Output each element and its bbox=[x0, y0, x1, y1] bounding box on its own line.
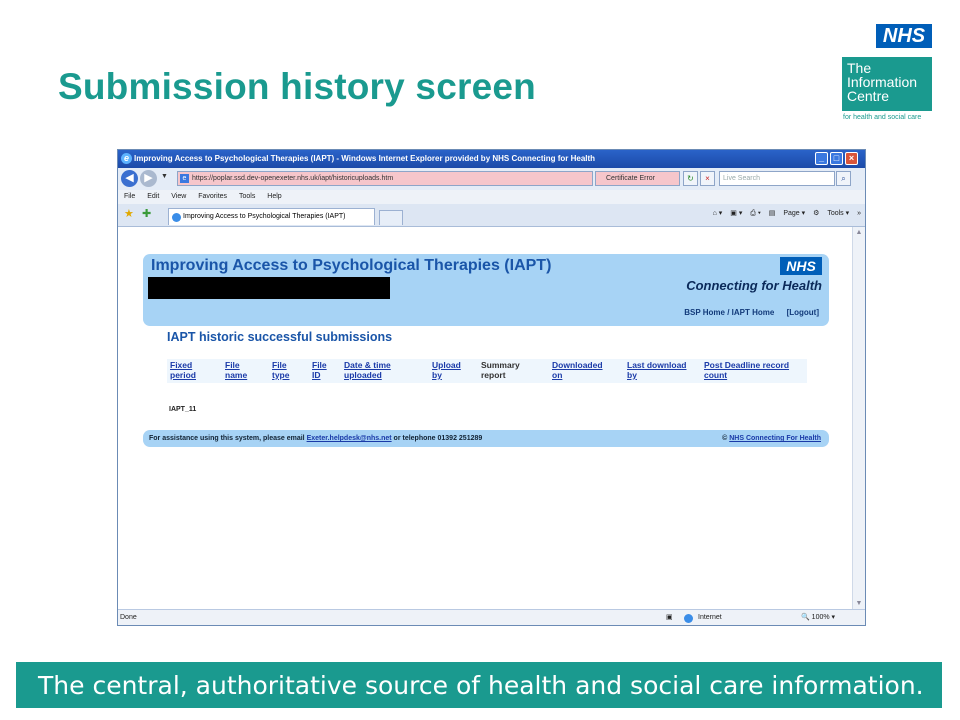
history-dropdown-icon[interactable]: ▼ bbox=[161, 173, 168, 180]
col-line: period bbox=[170, 370, 196, 380]
back-button[interactable]: ◀ bbox=[121, 170, 138, 187]
maximize-button[interactable]: □ bbox=[830, 152, 843, 165]
col-line: Downloaded bbox=[552, 360, 603, 370]
menu-favorites[interactable]: Favorites bbox=[198, 193, 228, 200]
footer-tagline: The central, authoritative source of health and social care information. bbox=[38, 671, 924, 700]
print-icon[interactable]: ⎙ ▾ bbox=[750, 210, 761, 217]
status-bar bbox=[118, 609, 865, 626]
iapt-footer bbox=[143, 430, 829, 447]
col-line: count bbox=[704, 370, 728, 380]
menu-file[interactable]: File bbox=[124, 193, 136, 200]
col-file-type[interactable] bbox=[272, 360, 289, 380]
col-line: by bbox=[432, 370, 442, 380]
col-file-id[interactable] bbox=[312, 360, 327, 380]
col-line: on bbox=[552, 370, 563, 380]
col-line: by bbox=[627, 370, 637, 380]
table-row-fixed-period: IAPT_11 bbox=[169, 406, 197, 413]
page-viewport bbox=[118, 227, 853, 609]
add-favorite-icon[interactable]: ✚ bbox=[142, 208, 152, 220]
col-upload-by[interactable] bbox=[432, 360, 461, 380]
section-title: IAPT historic successful submissions bbox=[167, 330, 393, 344]
page-menu-label: Page bbox=[783, 210, 800, 217]
col-line: type bbox=[272, 370, 290, 380]
ie-icon: e bbox=[121, 153, 132, 164]
tab-iapt[interactable] bbox=[168, 208, 375, 225]
window-titlebar bbox=[118, 150, 865, 168]
col-line: File bbox=[272, 360, 287, 370]
browser-window bbox=[117, 149, 866, 626]
col-line: File bbox=[312, 360, 327, 370]
feeds-icon[interactable]: ▣ ▾ bbox=[730, 210, 743, 217]
col-line: report bbox=[481, 370, 506, 380]
menu-view[interactable]: View bbox=[171, 193, 187, 200]
nhs-cfh-link[interactable]: NHS Connecting For Health bbox=[729, 435, 821, 442]
home-icon[interactable]: ⌂ ▾ bbox=[712, 210, 723, 217]
footer-band bbox=[16, 662, 942, 708]
col-last-download-by[interactable] bbox=[627, 360, 687, 380]
refresh-button[interactable]: ↻ bbox=[683, 171, 698, 186]
scroll-up-icon[interactable]: ▲ bbox=[855, 229, 863, 236]
connecting-for-health-brand: Connecting for Health bbox=[686, 278, 822, 293]
col-line: Fixed bbox=[170, 360, 193, 370]
header-links bbox=[674, 308, 819, 317]
tools-menu-label: Tools bbox=[827, 210, 844, 217]
window-title: Improving Access to Psychological Therapies (IAPT) - Windows Internet Explorer provided by NHS Connecting for Health bbox=[134, 154, 596, 163]
helpdesk-email-link[interactable]: Exeter.helpdesk@nhs.net bbox=[306, 435, 392, 442]
col-line: Last download bbox=[627, 360, 687, 370]
tools-menu[interactable]: ⚙ Tools ▾ bbox=[813, 210, 850, 217]
col-date-uploaded[interactable] bbox=[344, 360, 391, 380]
nhs-logo: NHS bbox=[876, 24, 932, 48]
assistance-text bbox=[149, 430, 482, 447]
col-line: Summary bbox=[481, 360, 520, 370]
tab-page-icon bbox=[172, 213, 181, 222]
ic-logo-line: The bbox=[847, 60, 872, 76]
search-icon[interactable]: ⌕ bbox=[836, 171, 851, 186]
iapt-header bbox=[143, 254, 829, 326]
chevron-icon[interactable]: » bbox=[857, 210, 861, 217]
internet-zone-icon bbox=[684, 614, 693, 623]
protected-mode-icon: ▣ bbox=[666, 614, 673, 621]
col-post-deadline-count[interactable] bbox=[704, 360, 789, 380]
tab-label: Improving Access to Psychological Therapies (IAPT) bbox=[183, 213, 346, 220]
certificate-error-button[interactable] bbox=[595, 171, 680, 186]
col-line: ID bbox=[312, 370, 321, 380]
redacted-block bbox=[148, 277, 390, 299]
col-line: Date & time bbox=[344, 360, 391, 370]
col-line: name bbox=[225, 370, 248, 380]
zoom-level: 100% bbox=[811, 614, 830, 621]
ic-logo-line: Centre bbox=[847, 88, 890, 104]
col-line: File bbox=[225, 360, 240, 370]
col-summary-report bbox=[481, 360, 520, 380]
tab-bar bbox=[118, 204, 865, 227]
page-menu[interactable]: ▤ Page ▾ bbox=[768, 210, 806, 217]
col-fixed-period[interactable] bbox=[170, 360, 196, 380]
nhs-header-logo: NHS bbox=[780, 257, 822, 275]
ic-logo-line: Information bbox=[847, 74, 918, 90]
iapt-header-title: Improving Access to Psychological Therapies (IAPT) bbox=[151, 257, 552, 274]
certificate-error-label: Certificate Error bbox=[606, 175, 656, 182]
menu-edit[interactable]: Edit bbox=[147, 193, 160, 200]
status-text: Done bbox=[120, 614, 137, 621]
minimize-button[interactable]: _ bbox=[815, 152, 828, 165]
menu-tools[interactable]: Tools bbox=[239, 193, 256, 200]
col-file-name[interactable] bbox=[225, 360, 247, 380]
slide-title: Submission history screen bbox=[58, 66, 536, 107]
search-placeholder: Live Search bbox=[723, 175, 760, 182]
home-link[interactable]: BSP Home / IAPT Home bbox=[684, 308, 775, 317]
address-bar bbox=[118, 168, 865, 191]
forward-button[interactable]: ▶ bbox=[140, 170, 157, 187]
url-text: https://poplar.ssd.dev-openexeter.nhs.uk/iapt/historicuploads.htm bbox=[192, 175, 394, 182]
vertical-scrollbar[interactable] bbox=[852, 227, 865, 609]
zone-label: Internet bbox=[698, 614, 722, 621]
new-tab-button[interactable] bbox=[379, 210, 403, 225]
copyright bbox=[722, 430, 821, 447]
col-line: Upload bbox=[432, 360, 461, 370]
url-input[interactable] bbox=[177, 171, 593, 186]
close-button[interactable]: × bbox=[845, 152, 858, 165]
command-bar bbox=[707, 209, 861, 218]
stop-button[interactable]: × bbox=[700, 171, 715, 186]
col-line: Post Deadline record bbox=[704, 360, 790, 370]
scroll-down-icon[interactable]: ▼ bbox=[855, 600, 863, 607]
col-line: uploaded bbox=[344, 370, 382, 380]
favorites-star-icon[interactable]: ★ bbox=[124, 208, 134, 220]
assist-prefix: For assistance using this system, please email bbox=[149, 435, 307, 442]
information-centre-logo bbox=[842, 57, 932, 111]
logout-link[interactable]: [Logout] bbox=[786, 308, 819, 317]
copyright-symbol: © bbox=[722, 435, 728, 442]
zoom-control[interactable]: 🔍 100% ▾ bbox=[801, 614, 836, 621]
assist-suffix: or telephone 01392 251289 bbox=[391, 435, 483, 442]
search-input[interactable] bbox=[719, 171, 835, 186]
ic-tagline: for health and social care bbox=[843, 114, 922, 121]
page-icon: e bbox=[180, 174, 189, 183]
menu-bar bbox=[118, 190, 865, 204]
col-downloaded-on[interactable] bbox=[552, 360, 603, 380]
menu-help[interactable]: Help bbox=[267, 193, 282, 200]
